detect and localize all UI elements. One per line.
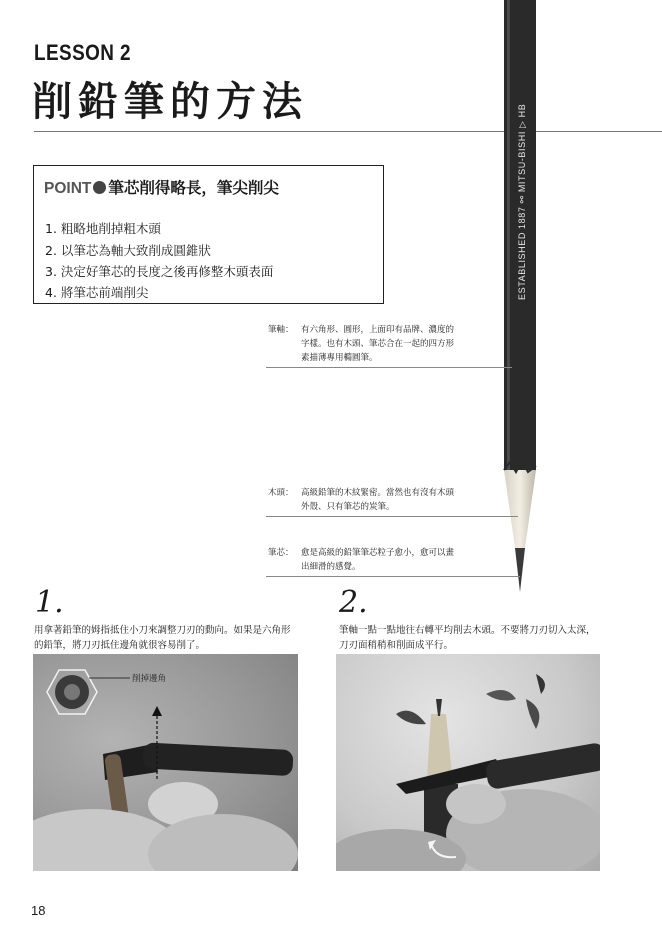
- pencil-imprint: ESTABLISHED 1887 ⚯ MITSU-BISHI ▷ HB: [517, 103, 527, 300]
- wood-shaving: [486, 690, 516, 701]
- point-heading-text: 筆芯削得略長，筆尖削尖: [108, 179, 279, 197]
- point-step: 4. 將筆芯前端削尖: [45, 285, 149, 300]
- step-1-photo: [33, 654, 298, 871]
- up-arrow-icon: [152, 706, 162, 716]
- point-step: 2. 以筆芯為軸大致削成圓錐狀: [45, 243, 211, 258]
- pencil-lead-tip: [436, 699, 442, 716]
- point-word: POINT: [44, 180, 92, 197]
- wood-shaving: [526, 699, 539, 729]
- step-number: 1.: [35, 585, 64, 620]
- annotation-term: 筆芯：: [268, 548, 294, 558]
- annotation-line: 素描薄專用橢圓筆。: [301, 353, 378, 363]
- point-heading: [44, 176, 279, 198]
- point-box: [33, 165, 384, 304]
- step-text: 筆軸一點一點地往右轉平均削去木頭。不要將刀刃切入太深，刀刃面稍稍和削面成平行。: [339, 625, 596, 651]
- annotation-line: 出細滑的感覺。: [301, 562, 361, 572]
- step-2-photo-drawing: [336, 654, 600, 871]
- annotation-leader-line: [266, 367, 512, 368]
- pencil-illustration: [480, 0, 560, 600]
- wood-shaving: [536, 674, 545, 694]
- page-number: 18: [31, 903, 46, 918]
- point-step: 1. 粗略地削掉粗木頭: [45, 221, 161, 236]
- pencil-section-core: [64, 684, 80, 700]
- step-number: 2.: [339, 585, 368, 620]
- pencil-wood-cone: [504, 470, 536, 548]
- step-text: 用拿著鉛筆的姆指抵住小刀來調整刀刃的動向。如果是六角形的鉛筆，將刀刃抵住邊角就很容易削了。: [34, 625, 291, 651]
- knife-handle: [142, 742, 293, 776]
- photo-label: 削掉邊角: [132, 674, 167, 684]
- lesson-label: LESSON 2: [34, 40, 132, 65]
- knife-handle: [484, 742, 600, 790]
- annotation-line: 有六角形、圓形，上面印有品牌、濃度的: [301, 325, 455, 335]
- annotation-line: 愈是高級的鉛筆筆芯粒子愈小，愈可以畫: [301, 548, 455, 558]
- title-divider: [34, 131, 662, 132]
- wood-shaving: [396, 711, 426, 725]
- point-step: 3. 決定好筆芯的長度之後再修整木頭表面: [45, 264, 274, 279]
- annotation-line: 高級鉛筆的木紋緊密。當然也有沒有木頭: [301, 488, 455, 498]
- annotation-term: 木頭：: [268, 488, 294, 498]
- annotation-line: 字樣。也有木頭、筆芯合在一起的四方形: [301, 339, 455, 349]
- pencil-lead: [515, 548, 525, 592]
- pencil-facet-highlight: [507, 0, 510, 470]
- annotation-line: 外殼、只有筆芯的炭筆。: [301, 502, 395, 512]
- step-2-photo: [336, 654, 600, 871]
- step-1-photo-drawing: [33, 654, 298, 871]
- annotation-leader-line: [266, 576, 520, 577]
- page-title: 削鉛筆的方法: [32, 79, 308, 125]
- thumb: [446, 784, 506, 824]
- bullet-dot-icon: [93, 181, 106, 194]
- annotation-term: 筆軸：: [268, 325, 294, 335]
- annotation-leader-line: [266, 516, 518, 517]
